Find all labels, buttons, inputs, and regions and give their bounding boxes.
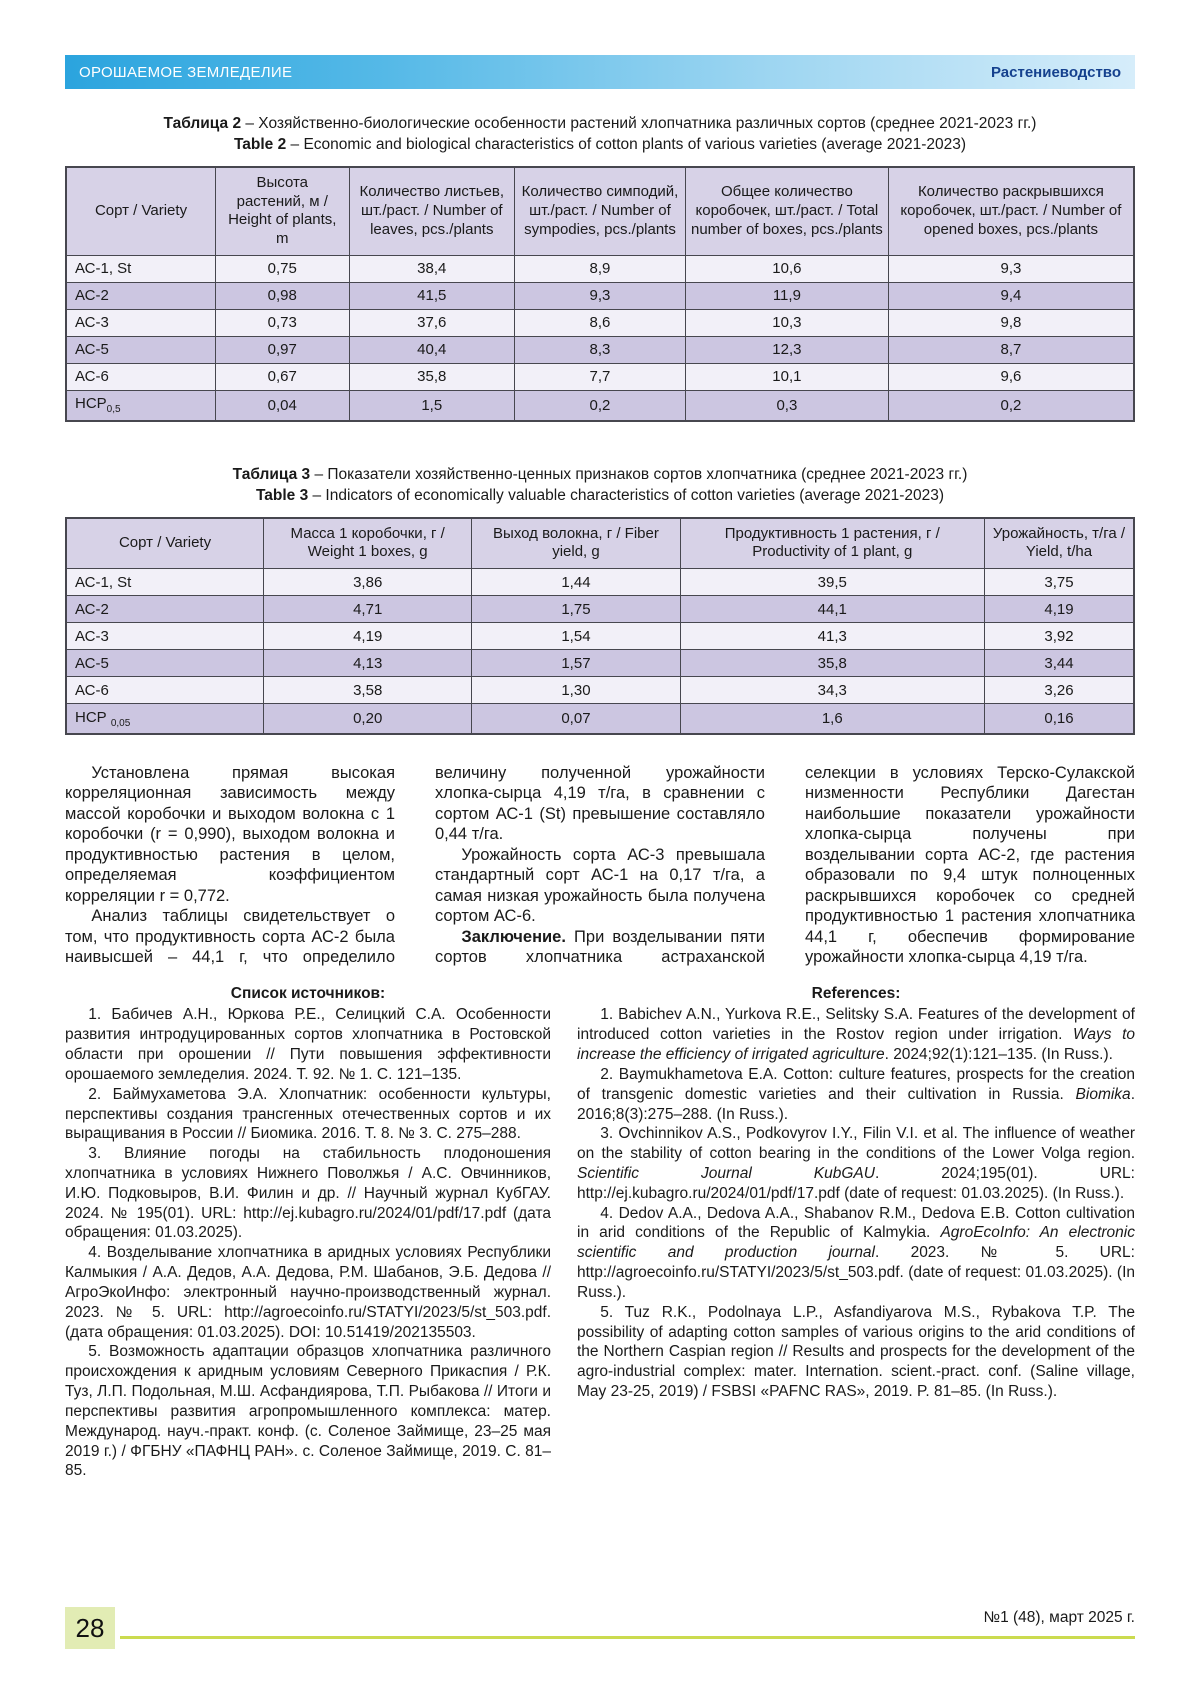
table-row [66, 623, 1134, 650]
table-row [66, 390, 1134, 421]
table-row [66, 363, 1134, 390]
article-body [65, 763, 1135, 968]
column-header: Масса 1 коробочки, г / Weight 1 boxes, g [264, 518, 472, 569]
article-category-label: Растениеводство [991, 63, 1121, 81]
column-header: Количество листьев, шт./раст. / Number of leaves, pcs./plants [349, 167, 515, 256]
table2-caption [65, 113, 1135, 156]
variety-cell: НСР $_{0,05}$ [66, 704, 264, 735]
column-header: Сорт / Variety [66, 167, 216, 256]
reference-item: 2. Baymukhametova E.A. Cotton: culture features, prospects for the creation of transgenic domestic varieties and their cultivation in Russia. Biomika. 2016;8(3):275–288. (In Russ.). [577, 1065, 1135, 1123]
variety-cell: АС-5 [66, 650, 264, 677]
table2-caption-en-label: Table 2 [233, 136, 287, 154]
value-cell: 8,3 [515, 336, 686, 363]
table-row [66, 704, 1134, 735]
column-header: Выход волокна, г / Fiber yield, g [472, 518, 680, 569]
value-cell: 0,07 [472, 704, 680, 735]
table-row [66, 336, 1134, 363]
table-row [66, 650, 1134, 677]
table3 [65, 517, 1135, 736]
table2 [65, 166, 1135, 422]
value-cell: 1,75 [472, 596, 680, 623]
footer-rule [120, 1636, 1135, 1639]
paragraph: Установлена прямая высокая корреляционная зависимость между массой коробочки и выходом волокна с 1 коробочки (r = 0,990), выходом волокна и продуктивностью растения в целом, определяемая коэффициентом корреляции r = 0,772. [65, 764, 395, 905]
value-cell: 3,26 [984, 677, 1134, 704]
value-cell: 4,19 [264, 623, 472, 650]
value-cell: 8,9 [515, 255, 686, 282]
reference-item: 5. Tuz R.K., Podolnaya L.P., Asfandiyarova M.S., Rybakova T.P. The possibility of adapting cotton samples of various origins to the arid conditions of the Northern Caspian region // Results and prospects for the development of the agro-industrial complex: mater. Internation. scient.-pract. conf. (Saline village, May 23-25, 2019) / FSBSI «PAFNC RAS», 2019. P. 81–85. (In Russ.). [577, 1303, 1135, 1401]
value-cell: 3,75 [984, 569, 1134, 596]
table2-caption-ru [65, 113, 1135, 134]
value-cell: 34,3 [680, 677, 984, 704]
value-cell: 10,1 [685, 363, 888, 390]
value-cell: 0,3 [685, 390, 888, 421]
value-cell: 10,3 [685, 309, 888, 336]
variety-cell: АС-6 [66, 677, 264, 704]
table3-caption-en-text: – Indicators of economically valuable characteristics of cotton varieties (average 2021-2023) [308, 487, 945, 505]
table3-caption-ru [65, 464, 1135, 485]
value-cell: 44,1 [680, 596, 984, 623]
variety-cell: АС-6 [66, 363, 216, 390]
column-header: Урожайность, т/га / Yield, t/ha [984, 518, 1134, 569]
value-cell: 1,5 [349, 390, 515, 421]
value-cell: 0,75 [216, 255, 350, 282]
value-cell: 0,73 [216, 309, 350, 336]
reference-item: 3. Влияние погоды на стабильность плодоношения хлопчатника в условиях Нижнего Поволжья / А.С. Овчинников, И.Ю. Подковыров, В.И. Филин и др. // Научный журнал КубГАУ. 2024. № 195(01). URL: http://ej.kubagro.ru/2024/01/pdf/17.pdf (дата обращения: 01.03.2025). [65, 1145, 551, 1242]
column-header: Общее количество коробочек, шт./раст. / Total number of boxes, pcs./plants [685, 167, 888, 256]
table2-caption-en-text: – Economic and biological characteristics of cotton plants of various varieties (average 2021-2023) [286, 136, 967, 154]
reference-item: 5. Возможность адаптации образцов хлопчатника различного происхождения к аридным условиям Северного Прикаспия / Р.К. Туз, Л.П. Подольная, М.Ш. Асфандиярова, Т.П. Рыбакова // Итоги и перспективы развития агропромышленного комплекса: матер. Международ. науч.-практ. конф. (с. Соленое Займище, 23–25 мая 2019 г.) / ФГБНУ «ПАФНЦ РАН». с. Соленое Займище, 2019. С. 81–85. [65, 1343, 551, 1480]
value-cell: 10,6 [685, 255, 888, 282]
variety-cell: АС-3 [66, 623, 264, 650]
variety-cell: АС-2 [66, 596, 264, 623]
reference-item: 2. Баймухаметова Э.А. Хлопчатник: особенности культуры, перспективы создания трансгенных отечественных сортов и их выращивания в России // Биомика. 2016. Т. 8. № 3. С. 275–288. [65, 1085, 551, 1143]
paragraph: Урожайность сорта АС-3 превышала стандартный сорт АС-1 на 0,17 т/га, а самая низкая урожайность была получена сортом АС-6. [435, 845, 765, 926]
value-cell: 4,19 [984, 596, 1134, 623]
value-cell: 9,3 [515, 282, 686, 309]
table2-caption-ru-label: Таблица 2 [163, 115, 242, 132]
table-row [66, 569, 1134, 596]
table2-caption-ru-text: – Хозяйственно-биологические особенности растений хлопчатника различных сортов (среднее 2021-2023 гг.) [241, 115, 1037, 132]
table2-caption-en [65, 134, 1135, 155]
variety-cell: $НСР_{0,5}$ [66, 390, 216, 421]
column-header: Сорт / Variety [66, 518, 264, 569]
column-header: Количество симподий, шт./раст. / Number of sympodies, pcs./plants [515, 167, 686, 256]
table3-caption-en-label: Table 3 [255, 487, 309, 505]
value-cell: 0,2 [888, 390, 1134, 421]
table3-caption [65, 464, 1135, 507]
value-cell: 0,04 [216, 390, 350, 421]
value-cell: 40,4 [349, 336, 515, 363]
table3-caption-ru-label: Таблица 3 [232, 465, 311, 483]
table-row [66, 677, 1134, 704]
value-cell: 37,6 [349, 309, 515, 336]
variety-cell: АС-5 [66, 336, 216, 363]
value-cell: 1,6 [680, 704, 984, 735]
table-row [66, 596, 1134, 623]
table-row [66, 282, 1134, 309]
table-row [66, 309, 1134, 336]
value-cell: 0,67 [216, 363, 350, 390]
variety-cell: АС-1, St [66, 569, 264, 596]
value-cell: 9,8 [888, 309, 1134, 336]
value-cell: 3,92 [984, 623, 1134, 650]
value-cell: 4,13 [264, 650, 472, 677]
reference-item: 4. Возделывание хлопчатника в аридных условиях Республики Калмыкия / А.А. Дедов, А.А. Дедова, Р.М. Шабанов, Э.Б. Дедова // АгроЭкоИнфо: электронный научно-производственный журнал. 2023. № 5. URL: http://agroecoinfo.ru/STATYI/2023/5/st_503.pdf. (дата обращения: 01.03.2025). DOI: 10.51419/202135503. [65, 1244, 551, 1341]
sources-ru-list [65, 1005, 551, 1481]
issue-label: №1 (48), март 2025 г. [983, 1609, 1135, 1626]
value-cell: 35,8 [680, 650, 984, 677]
references-en-heading: References: [811, 984, 901, 1002]
sources-ru-heading: Список источников: [230, 984, 386, 1002]
column-header: Высота растений, м / Height of plants, m [216, 167, 350, 256]
reference-item: 1. Бабичев А.Н., Юркова Р.Е., Селицкий С.А. Особенности развития интродуцированных сортов хлопчатника в Ростовской области при орошении // Пути повышения эффективности орошаемого земледелия. 2024. Т. 92. № 1. С. 121–135. [65, 1006, 551, 1083]
value-cell: 12,3 [685, 336, 888, 363]
value-cell: 0,98 [216, 282, 350, 309]
value-cell: 8,6 [515, 309, 686, 336]
reference-item: 1. Babichev A.N., Yurkova R.E., Selitsky S.A. Features of the development of introduced cotton varieties in the Rostov region under irrigation. Ways to increase the efficiency of irrigated agriculture. 2024;92(1):121–135. (In Russ.). [577, 1006, 1135, 1064]
value-cell: 0,97 [216, 336, 350, 363]
value-cell: 35,8 [349, 363, 515, 390]
variety-cell: АС-2 [66, 282, 216, 309]
references-en-list [577, 1005, 1135, 1402]
column-header: Количество раскрывшихся коробочек, шт./раст. / Number of opened boxes, pcs./plants [888, 167, 1134, 256]
value-cell: 1,54 [472, 623, 680, 650]
value-cell: 3,58 [264, 677, 472, 704]
value-cell: 1,57 [472, 650, 680, 677]
value-cell: 1,44 [472, 569, 680, 596]
variety-cell: АС-3 [66, 309, 216, 336]
value-cell: 39,5 [680, 569, 984, 596]
column-header: Продуктивность 1 растения, г / Productivity of 1 plant, g [680, 518, 984, 569]
sources-ru-column [65, 984, 551, 1482]
value-cell: 0,16 [984, 704, 1134, 735]
value-cell: 11,9 [685, 282, 888, 309]
table3-caption-ru-text: – Показатели хозяйственно-ценных признаков сортов хлопчатника (среднее 2021-2023 гг.) [310, 465, 968, 483]
value-cell: 3,44 [984, 650, 1134, 677]
paragraph: Анализ таблицы свидетельствует о том, что продуктивность сорта АС-2 была наивысшей – 44,1 г, что определило величину полученной урожайности хлопка-сырца 4,19 т/га, в сравнении с сортом АС-1 (St) превышение составляло 0,44 т/га. [65, 764, 765, 967]
value-cell: 4,71 [264, 596, 472, 623]
value-cell: 7,7 [515, 363, 686, 390]
reference-item: 3. Ovchinnikov A.S., Podkovyrov I.Y., Filin V.I. et al. The influence of weather on the stability of cotton bearing in the conditions of the Lower Volga region. Scientific Journal KubGAU. 2024;195(01). URL: http://ej.kubagro.ru/2024/01/pdf/17.pdf (date of request: 01.03.2025). (In Russ.). [577, 1125, 1135, 1202]
page-number: 28 [65, 1607, 115, 1649]
value-cell: 0,2 [515, 390, 686, 421]
reference-item: 4. Dedov A.A., Dedova A.A., Shabanov R.M., Dedova E.B. Cotton cultivation in arid conditions of the Republic of Kalmykia. AgroEcoInfo: An electronic scientific and production journal. 2023. № 5. URL: http://agroecoinfo.ru/STATYI/2023/5/st_503.pdf. (date of request: 01.03.2025). (In Russ.). [577, 1204, 1135, 1301]
journal-section-title: ОРОШАЕМОЕ ЗЕМЛЕДЕЛИЕ [79, 63, 293, 81]
value-cell: 9,6 [888, 363, 1134, 390]
references-en-column [577, 984, 1135, 1482]
variety-cell: АС-1, St [66, 255, 216, 282]
value-cell: 0,20 [264, 704, 472, 735]
references-section [65, 984, 1135, 1482]
value-cell: 1,30 [472, 677, 680, 704]
table3-caption-en [65, 485, 1135, 506]
table-row [66, 255, 1134, 282]
value-cell: 8,7 [888, 336, 1134, 363]
value-cell: 9,3 [888, 255, 1134, 282]
paragraph: Заключение. При возделывании пяти сортов хлопчатника астраханской селекции в условиях Терско-Сулакской низменности Республики Дагестан наибольшие показатели урожайности хлопка-сырца получены при возделывании сорта АС-2, где растения образовали по 9,4 штук полноценных раскрывшихся коробочек со средней продуктивностью 1 растения хлопчатника 44,1 г, обеспечив формирование урожайности хлопка-сырца 4,19 т/га. [435, 764, 1135, 967]
value-cell: 41,5 [349, 282, 515, 309]
value-cell: 3,86 [264, 569, 472, 596]
value-cell: 9,4 [888, 282, 1134, 309]
header-bar [65, 55, 1135, 89]
value-cell: 41,3 [680, 623, 984, 650]
value-cell: 38,4 [349, 255, 515, 282]
